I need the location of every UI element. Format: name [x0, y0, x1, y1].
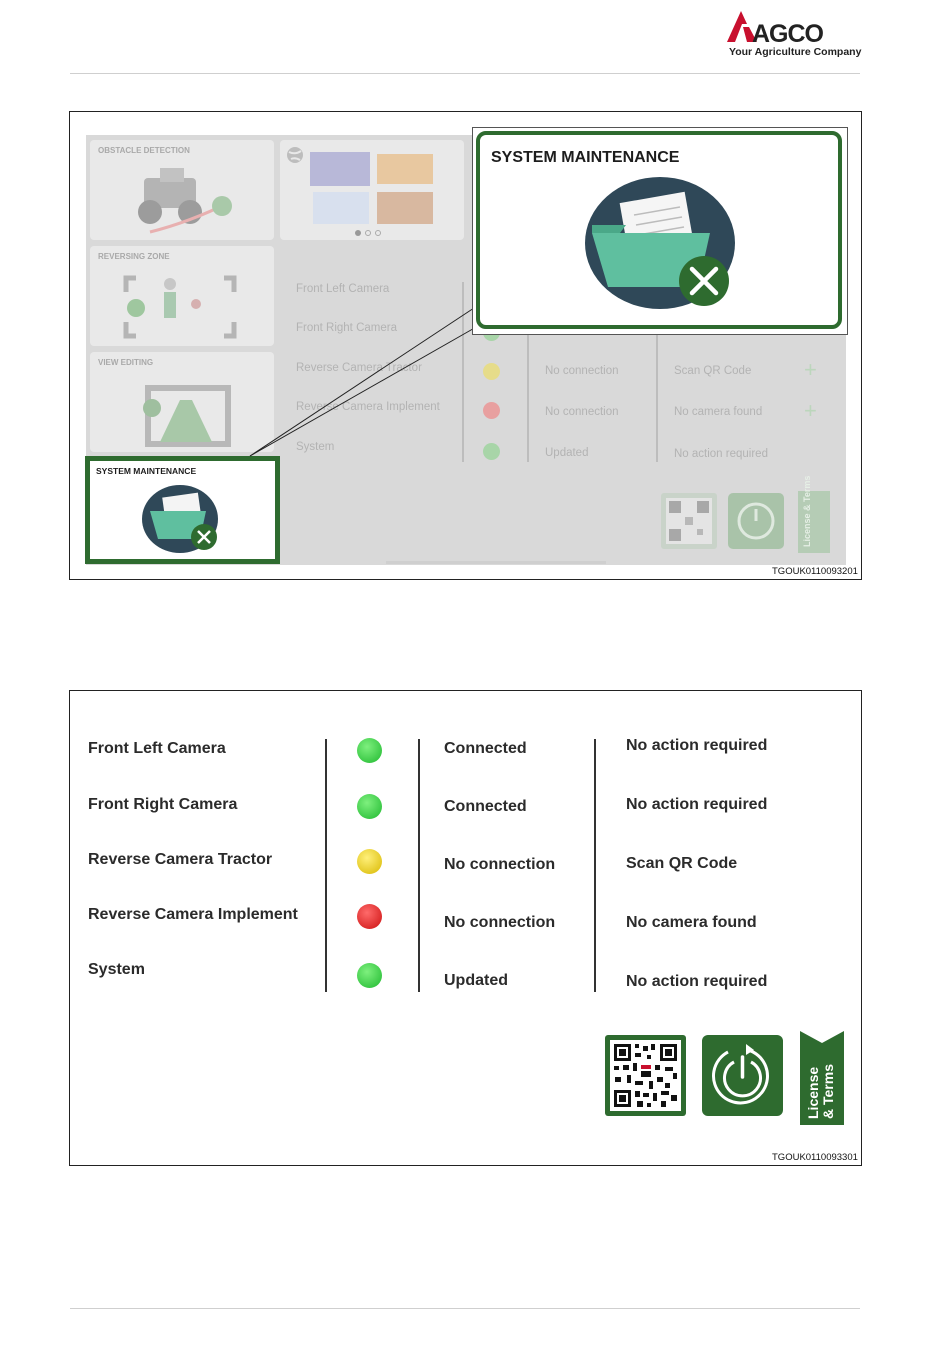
callout-frame: [472, 127, 848, 335]
license-line-1: License: [805, 1066, 821, 1119]
camera-action: No camera found: [626, 914, 757, 931]
brand-name: AGCO: [752, 20, 823, 48]
footer-divider: [70, 1308, 860, 1309]
power-icon: [702, 1035, 783, 1116]
ghost-action: No action required: [674, 448, 768, 460]
camera-status: Connected: [444, 798, 527, 815]
camera-name: System: [88, 961, 145, 978]
ghost-action[interactable]: Scan QR Code: [674, 365, 752, 377]
camera-status: Updated: [444, 972, 508, 989]
tile-label: SYSTEM MAINTENANCE: [96, 466, 197, 476]
column-divider: [594, 739, 596, 992]
status-dot-yellow: [357, 849, 382, 874]
figure-1: [69, 111, 862, 580]
camera-action[interactable]: Scan QR Code: [626, 855, 738, 872]
camera-name: Reverse Camera Tractor: [88, 851, 273, 868]
column-divider: [418, 739, 420, 992]
license-terms-label: License & Terms: [802, 475, 812, 547]
status-dot-green: [357, 963, 382, 988]
callout-title: SYSTEM MAINTENANCE: [491, 149, 680, 166]
license-line-2: & Terms: [820, 1064, 836, 1119]
camera-status: No connection: [444, 856, 556, 873]
figure-id: TGOUK0110093301: [772, 1152, 858, 1163]
tile-label: VIEW EDITING: [98, 358, 154, 367]
tile-label: OBSTACLE DETECTION: [98, 146, 190, 155]
camera-name: Front Left Camera: [88, 740, 226, 757]
column-divider: [325, 739, 327, 992]
add-icon[interactable]: +: [804, 357, 817, 382]
qr-code-icon: [605, 1035, 686, 1116]
ghost-status: Updated: [545, 447, 589, 459]
status-dot-red: [357, 904, 382, 929]
ghost-camera-name: Front Left Camera: [296, 283, 390, 295]
ghost-camera-name: System: [296, 441, 335, 453]
camera-action: No action required: [626, 973, 768, 990]
figure-id: TGOUK0110093201: [772, 566, 858, 577]
restart-button[interactable]: [702, 1035, 783, 1116]
status-dot-green: [357, 738, 382, 763]
ghost-status: No connection: [545, 406, 619, 418]
tile-label: REVERSING ZONE: [98, 252, 170, 261]
camera-status: No connection: [444, 914, 556, 931]
header-divider: [70, 73, 860, 74]
ghost-camera-name: Front Right Camera: [296, 322, 397, 334]
qr-code-button[interactable]: [605, 1035, 686, 1116]
status-dot-green: [357, 794, 382, 819]
camera-status: Connected: [444, 740, 527, 757]
camera-name: Reverse Camera Implement: [88, 906, 298, 923]
camera-action: No action required: [626, 737, 768, 754]
system-maintenance-callout[interactable]: [476, 131, 842, 329]
camera-action: No action required: [626, 796, 768, 813]
folder-maintenance-icon: [580, 175, 740, 315]
ghost-camera-name: Reverse Camera Implement: [296, 401, 440, 413]
license-terms-label: [806, 1029, 836, 1119]
ghost-status: No connection: [545, 365, 619, 377]
add-icon[interactable]: +: [804, 398, 817, 423]
camera-name: Front Right Camera: [88, 796, 238, 813]
ghost-action: No camera found: [674, 406, 763, 418]
license-terms-button[interactable]: [800, 1031, 844, 1125]
ghost-camera-name: Reverse Camera Tractor: [296, 362, 422, 374]
brand-tagline: Your Agriculture Company: [729, 46, 862, 58]
